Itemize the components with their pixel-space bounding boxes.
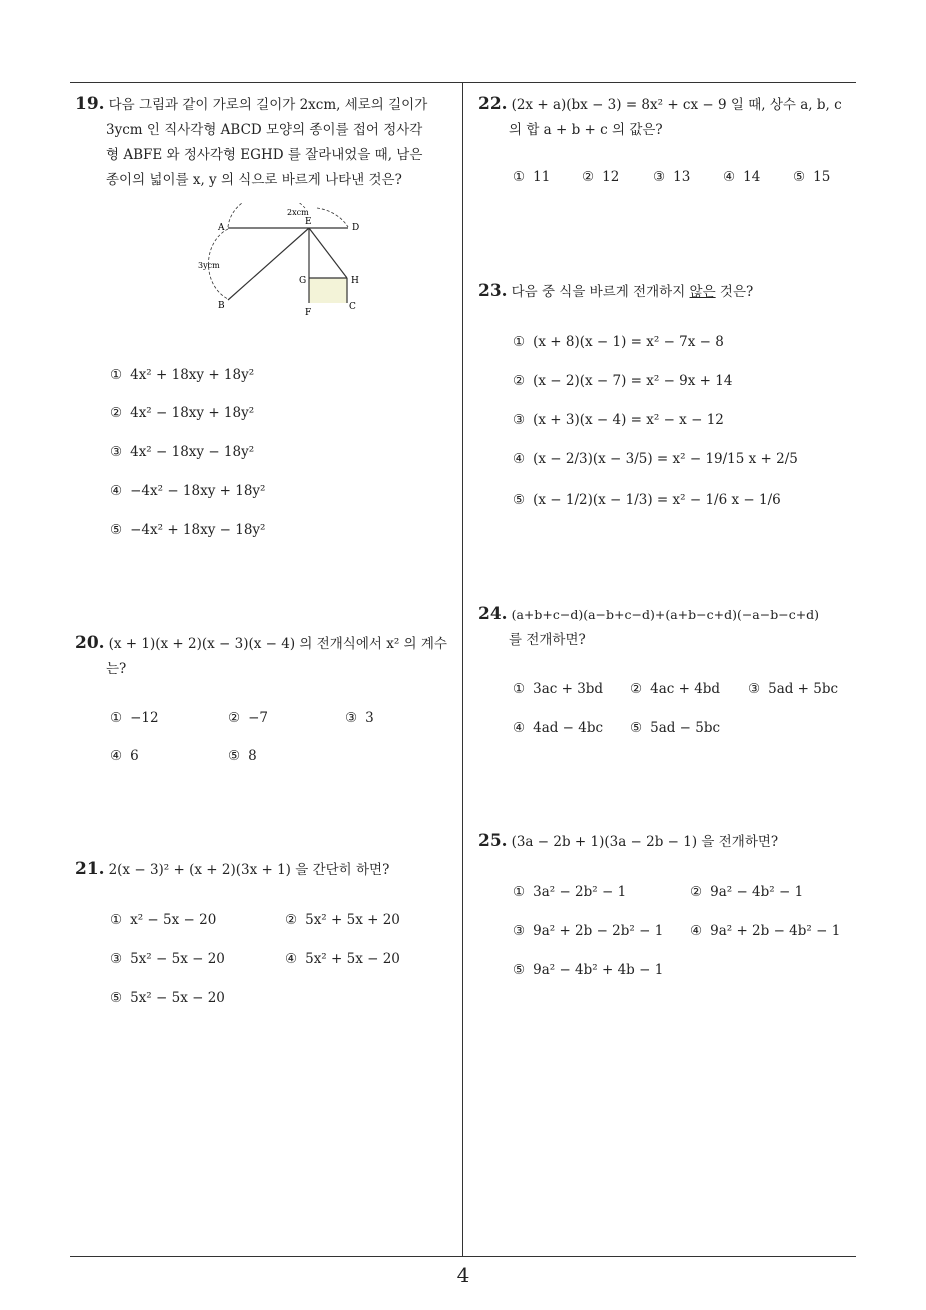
column-divider: [462, 82, 463, 1256]
width-arc-right: [317, 208, 348, 227]
q24-option-5[interactable]: ⑤ 5ad − 5bc: [630, 720, 721, 736]
q20-option-4[interactable]: ④ 6: [110, 748, 139, 764]
question-24-stem-line-1: 24. (a+b+c−d)(a−b+c−d)+(a+b−c+d)(−a−b−c+d): [478, 604, 820, 624]
question-23: [478, 279, 858, 305]
question-24-stem-line-2: 를 전개하면?: [509, 632, 586, 648]
question-number: 22.: [478, 94, 508, 114]
question-23-stem-line-1: 23. 다음 중 식을 바르게 전개하지 않은 것은?: [478, 281, 754, 301]
emphasis-underline: 않은: [689, 284, 716, 300]
fold-line-BE: [228, 228, 309, 300]
q21-option-2[interactable]: ② 5x² + 5x + 20: [285, 912, 400, 928]
q19-option-3[interactable]: ③ 4x² − 18xy − 18y²: [110, 444, 255, 460]
question-number: 25.: [478, 831, 508, 851]
question-25-stem-line-1: 25. (3a − 2b + 1)(3a − 2b − 1) 을 전개하면?: [478, 831, 779, 851]
fold-line-EH: [309, 228, 347, 278]
label-G: G: [299, 276, 307, 286]
q23-option-4[interactable]: ④ (x − 2/3)(x − 3/5) = x² − 19/15 x + 2/5: [513, 451, 798, 467]
q25-option-3[interactable]: ③ 9a² + 2b − 2b² − 1: [513, 923, 664, 939]
q25-option-5[interactable]: ⑤ 9a² − 4b² + 4b − 1: [513, 962, 664, 978]
q19-option-5[interactable]: ⑤ −4x² + 18xy − 18y²: [110, 522, 266, 538]
question-25: [478, 829, 858, 855]
q20-option-5[interactable]: ⑤ 8: [228, 748, 257, 764]
question-number: 19.: [75, 94, 105, 114]
question-22-stem-line-2: 의 합 a + b + c 의 값은?: [509, 122, 663, 138]
question-20-stem-line-1: 20. (x + 1)(x + 2)(x − 3)(x − 4) 의 전개식에서 x² 의 계수: [75, 633, 447, 653]
q24-option-3[interactable]: ③ 5ad + 5bc: [748, 681, 839, 697]
q23-option-5[interactable]: ⑤ (x − 1/2)(x − 1/3) = x² − 1/6 x − 1/6: [513, 492, 781, 508]
top-rule: [70, 82, 856, 83]
q25-option-1[interactable]: ① 3a² − 2b² − 1: [513, 884, 627, 900]
q21-option-1[interactable]: ① x² − 5x − 20: [110, 912, 217, 928]
q21-option-3[interactable]: ③ 5x² − 5x − 20: [110, 951, 225, 967]
q19-option-1[interactable]: ① 4x² + 18xy + 18y²: [110, 367, 255, 383]
question-20-stem-line-2: 는?: [106, 661, 127, 677]
question-19-stem-line-2: 3ycm 인 직사각형 ABCD 모양의 종이를 접어 정사각: [106, 122, 423, 138]
question-22: [478, 92, 858, 143]
question-24: [478, 602, 863, 653]
label-E: E: [305, 217, 312, 227]
q20-option-2[interactable]: ② −7: [228, 710, 269, 726]
bottom-rule: [70, 1256, 856, 1257]
question-19-stem-line-4: 종이의 넓이를 x, y 의 식으로 바르게 나타낸 것은?: [106, 172, 402, 188]
q24-option-2[interactable]: ② 4ac + 4bd: [630, 681, 721, 697]
q25-option-4[interactable]: ④ 9a² + 2b − 4b² − 1: [690, 923, 841, 939]
question-19: [75, 92, 460, 193]
question-21-stem-line-1: 21. 2(x − 3)² + (x + 2)(3x + 1) 을 간단히 하면?: [75, 859, 390, 879]
label-F: F: [305, 308, 312, 318]
label-D: D: [352, 223, 360, 233]
q20-option-3[interactable]: ③ 3: [345, 710, 374, 726]
label-C: C: [349, 302, 356, 312]
q22-option-1[interactable]: ① 11: [513, 169, 551, 185]
question-19-stem-line-3: 형 ABFE 와 정사각형 EGHD 를 잘라내었을 때, 남은: [106, 147, 423, 163]
q23-option-1[interactable]: ① (x + 8)(x − 1) = x² − 7x − 8: [513, 334, 724, 350]
question-number: 20.: [75, 633, 105, 653]
label-H: H: [351, 276, 359, 286]
q22-option-3[interactable]: ③ 13: [653, 169, 691, 185]
q23-option-3[interactable]: ③ (x + 3)(x − 4) = x² − x − 12: [513, 412, 724, 428]
q24-option-4[interactable]: ④ 4ad − 4bc: [513, 720, 604, 736]
page-number: 4: [456, 1263, 470, 1287]
label-width: 2xcm: [287, 208, 309, 217]
q21-option-4[interactable]: ④ 5x² + 5x − 20: [285, 951, 400, 967]
label-A: A: [218, 223, 225, 233]
question-19-stem-line-1: 19. 다음 그림과 같이 가로의 길이가 2xcm, 세로의 길이가: [75, 94, 428, 114]
q24-option-1[interactable]: ① 3ac + 3bd: [513, 681, 604, 697]
q20-option-1[interactable]: ① −12: [110, 710, 159, 726]
question-number: 24.: [478, 604, 508, 624]
q19-option-4[interactable]: ④ −4x² − 18xy + 18y²: [110, 483, 266, 499]
question-20: [75, 631, 460, 682]
q22-option-5[interactable]: ⑤ 15: [793, 169, 831, 185]
q21-option-5[interactable]: ⑤ 5x² − 5x − 20: [110, 990, 225, 1006]
label-height: 3ycm: [198, 261, 220, 270]
q25-option-2[interactable]: ② 9a² − 4b² − 1: [690, 884, 804, 900]
label-B: B: [218, 301, 225, 311]
remaining-region: [309, 278, 347, 303]
rectangle-fold-figure: [195, 203, 370, 318]
question-number: 21.: [75, 859, 105, 879]
q22-option-2[interactable]: ② 12: [582, 169, 620, 185]
q22-option-4[interactable]: ④ 14: [723, 169, 761, 185]
question-number: 23.: [478, 281, 508, 301]
question-22-stem-line-1: 22. (2x + a)(bx − 3) = 8x² + cx − 9 일 때, 상수 a, b, c: [478, 94, 842, 114]
q23-option-2[interactable]: ② (x − 2)(x − 7) = x² − 9x + 14: [513, 373, 733, 389]
q19-option-2[interactable]: ② 4x² − 18xy + 18y²: [110, 405, 255, 421]
question-21: [75, 857, 460, 883]
